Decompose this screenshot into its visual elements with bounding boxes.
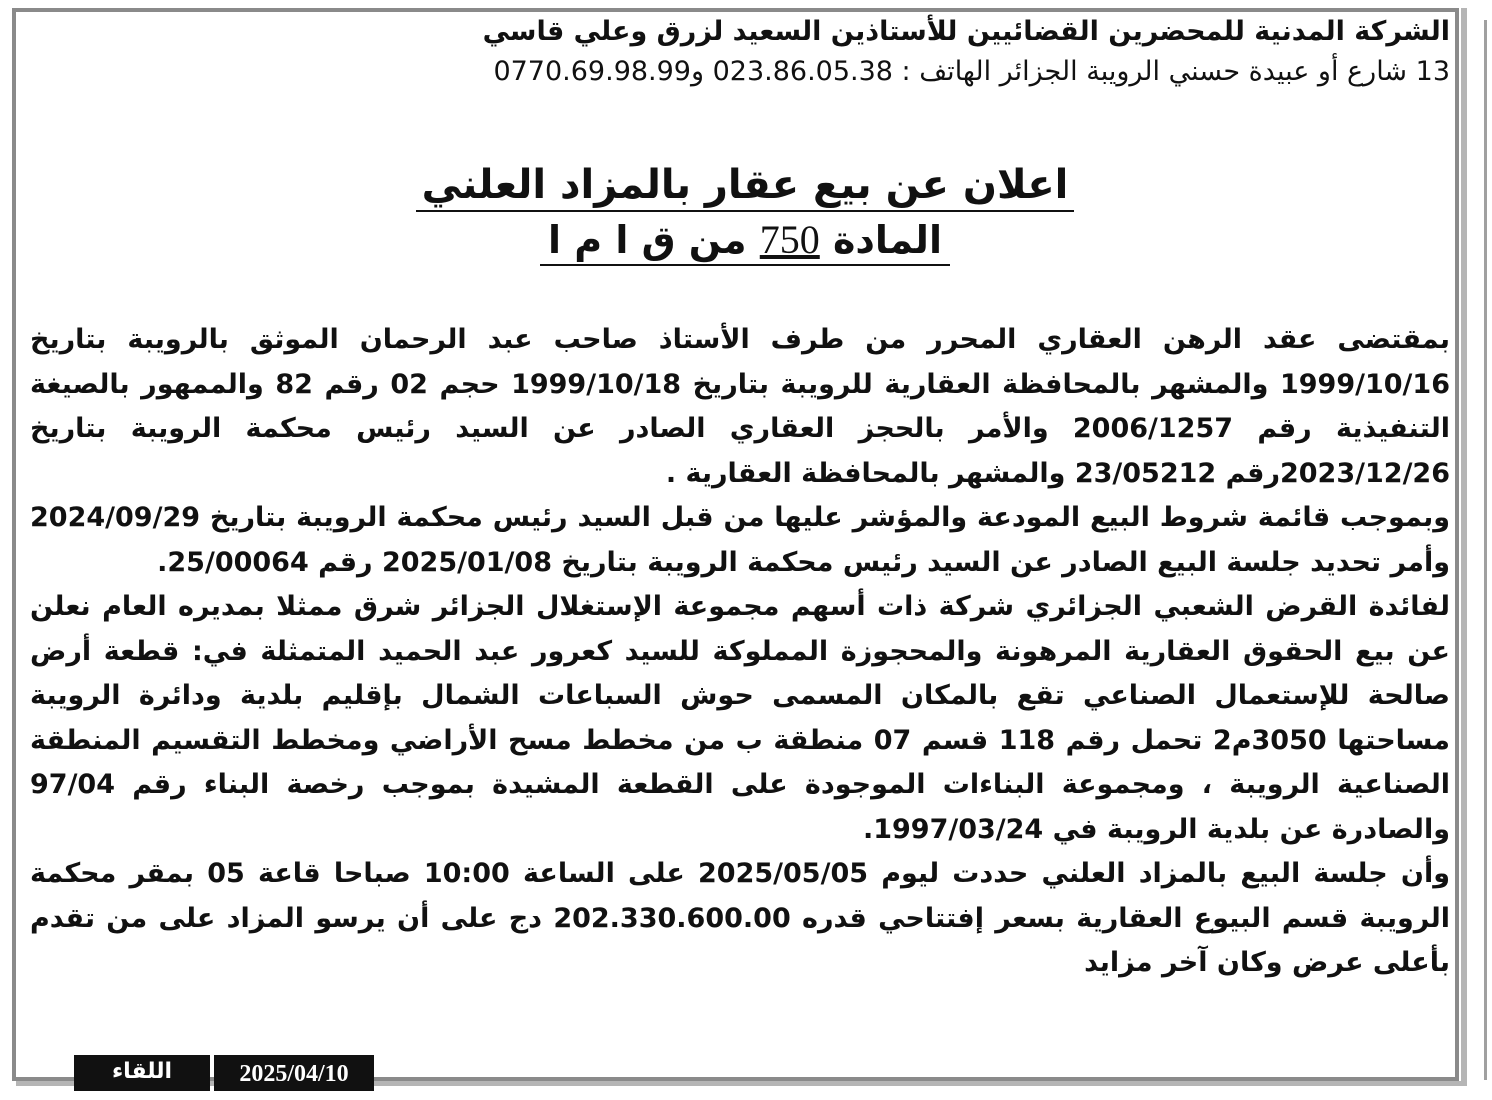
notice-content	[30, 12, 1450, 986]
article-number: 750	[759, 217, 820, 262]
article-suffix: من ق ا م ا	[548, 218, 747, 262]
frame-shadow	[1461, 8, 1467, 1084]
paragraph-auction-session: وأن جلسة البيع بالمزاد العلني حددت ليوم 2025/05/05 على الساعة 10:00 صباحا قاعة 05 بمقر محكمة الرويبة قسم البيوع العقارية بسعر إفتتاحي قدره 202.330.600.00 دج على أن يرسو المزاد على من تقدم بأعلى عرض وكان آخر مزايد	[30, 858, 1450, 978]
article-reference	[540, 216, 950, 266]
publication-date: 2025/04/10	[214, 1055, 374, 1091]
notice-body	[30, 318, 1450, 986]
newspaper-name: اللقاء	[74, 1055, 210, 1091]
article-prefix: المادة	[833, 218, 942, 262]
paragraph-conditions: وبموجب قائمة شروط البيع المودعة والمؤشر عليها من قبل السيد رئيس محكمة الرويبة بتاريخ 2024/09/29 وأمر تحديد جلسة البيع الصادر عن السيد رئيس محكمة الرويبة بتاريخ 2025/01/08 رقم 25/00064.	[30, 502, 1450, 578]
title-block	[30, 160, 1450, 266]
company-name: الشركة المدنية للمحضرين القضائيين للأستاذين السعيد لزرق وعلي قاسي	[482, 16, 1450, 47]
paragraph-mortgage: بمقتضى عقد الرهن العقاري المحرر من طرف الأستاذ صاحب عبد الرحمان الموثق بالرويبة بتاريخ 1999/10/16 والمشهر بالمحافظة العقارية للرويبة بتاريخ 1999/10/18 حجم 02 رقم 82 والممهور بالصيغة التنفيذية رقم 2006/1257 والأمر بالحجز العقاري الصادر عن السيد رئيس محكمة الرويبة بتاريخ 2023/12/26رقم 23/05212 والمشهر بالمحافظة العقارية .	[30, 324, 1450, 489]
footer-bar	[74, 1055, 374, 1091]
page-edge-line	[1484, 20, 1487, 1080]
paragraph-property: لفائدة القرض الشعبي الجزائري شركة ذات أسهم مجموعة الإستغلال الجزائر شرق ممثلا بمديره العام نعلن عن بيع الحقوق العقارية المرهونة والمحجوزة المملوكة للسيد كعرور عبد الحميد المتمثلة في: قطعة أرض صالحة للإستعمال الصناعي تقع بالمكان المسمى حوش السباعات الشمال بإقليم بلدية ودائرة الرويبة مساحتها 3050م2 تحمل رقم 118 قسم 07 منطقة ب من مخطط مسح الأراضي ومخطط التقسيم المنطقة الصناعية الرويبة ، ومجموعة البناءات الموجودة على القطعة المشيدة بموجب رخصة البناء رقم 97/04 والصادرة عن بلدية الرويبة في 1997/03/24.	[30, 591, 1450, 845]
company-address: 13 شارع أو عبيدة حسني الرويبة الجزائر الهاتف : 023.86.05.38 و0770.69.98.99	[493, 56, 1450, 87]
notice-title: اعلان عن بيع عقار بالمزاد العلني	[416, 160, 1075, 212]
